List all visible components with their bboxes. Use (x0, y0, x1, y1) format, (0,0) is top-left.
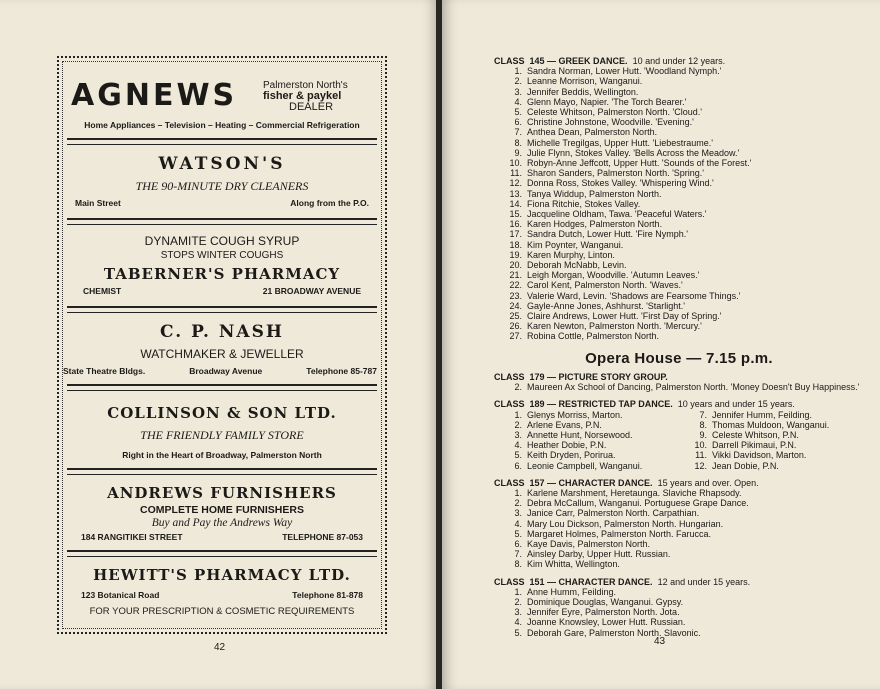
entry-number: 19. (509, 249, 522, 260)
list-item (494, 519, 864, 529)
entry-number: 14. (509, 198, 522, 209)
entry-number: 7. (699, 409, 707, 420)
list-item (494, 382, 864, 392)
entry-number: 16. (509, 219, 522, 230)
entry-number: 7. (514, 549, 522, 560)
list-item (494, 539, 864, 549)
list-item (494, 420, 679, 430)
entry-text: Dominique Douglas, Wanganui. Gypsy. (527, 596, 684, 607)
taberners-name: TABERNER'S PHARMACY (103, 265, 341, 283)
class-179-header (494, 372, 864, 382)
entry-number: 5. (514, 450, 522, 461)
list-item (494, 199, 864, 209)
agnews-name: AGNEWS (71, 78, 238, 113)
class-label: CLASS (494, 371, 525, 382)
list-item (679, 430, 864, 440)
class-189-list (494, 410, 864, 471)
entry-text: Valerie Ward, Levin. 'Shadows are Fearsome Things.' (527, 290, 741, 301)
entry-number: 3. (514, 86, 522, 97)
entry-number: 2. (514, 382, 522, 393)
entry-number: 7. (514, 127, 522, 138)
entry-text: Robina Cottle, Palmerston North. (527, 331, 660, 342)
entry-text: Glenys Morriss, Marton. (527, 409, 623, 420)
entry-number: 4. (514, 617, 522, 628)
ad-nash (67, 322, 377, 361)
entry-text: Leanne Morrison, Wanganui. (527, 76, 643, 87)
entry-text: Donna Ross, Stokes Valley. 'Whispering Wind.' (527, 178, 714, 189)
entry-number: 5. (514, 528, 522, 539)
entry-number: 1. (514, 487, 522, 498)
nash-tagline: WATCHMAKER & JEWELLER (140, 347, 304, 361)
nash-right: Telephone 85-787 (306, 366, 377, 376)
class-157-header (494, 478, 864, 488)
entry-number: 17. (509, 229, 522, 240)
entry-number: 3. (514, 508, 522, 519)
list-item (494, 311, 864, 321)
list-item (494, 168, 864, 178)
entry-number: 6. (514, 538, 522, 549)
list-item (494, 488, 864, 498)
list-item (494, 461, 679, 471)
list-item (494, 178, 864, 188)
right-page (442, 0, 880, 689)
entry-text: Robyn-Anne Jeffcott, Upper Hutt. 'Sounds of the Forest.' (527, 158, 752, 169)
divider (67, 550, 377, 557)
entry-number: 3. (514, 607, 522, 618)
list-item (494, 607, 864, 617)
list-item (494, 410, 679, 420)
entry-text: Karen Murphy, Linton. (527, 249, 615, 260)
class-179-list (494, 382, 864, 392)
list-item (494, 127, 864, 137)
class-151-list (494, 587, 864, 638)
entry-text: Gayle-Anne Jones, Ashhurst. 'Starlight.' (527, 300, 686, 311)
entry-text: Debra McCallum, Wanganui. Portuguese Grape Dance. (527, 498, 749, 509)
entry-number: 3. (514, 429, 522, 440)
list-item (494, 158, 864, 168)
list-item (494, 66, 864, 76)
entry-number: 23. (509, 290, 522, 301)
agnews-dealer-block (263, 80, 383, 113)
taberners-line1: DYNAMITE COUGH SYRUP (144, 234, 300, 248)
entry-number: 10. (694, 440, 707, 451)
nash-name: C. P. NASH (160, 322, 284, 342)
list-item (494, 189, 864, 199)
class-145-list (494, 66, 864, 341)
entry-text: Jennifer Humm, Feilding. (712, 409, 813, 420)
entry-text: Janice Carr, Palmerston North. Carpathian. (527, 508, 700, 519)
class-189-header (494, 399, 864, 409)
entry-number: 4. (514, 440, 522, 451)
entry-text: Annette Hunt, Norsewood. (527, 429, 633, 440)
entry-text: Jacqueline Oldham, Tawa. 'Peaceful Waters.' (527, 209, 707, 220)
entry-number: 4. (514, 518, 522, 529)
entry-text: Karlene Marshment, Heretaunga. Slaviche Rhapsody. (527, 487, 742, 498)
entry-text: Jennifer Beddis, Wellington. (527, 86, 639, 97)
class-label: CLASS (494, 56, 525, 66)
entry-text: Kaye Davis, Palmerston North. (527, 538, 651, 549)
entry-number: 2. (514, 419, 522, 430)
opera-house-heading: Opera House — 7.15 p.m. (585, 349, 773, 367)
agnews-line1: Palmerston North's (263, 80, 348, 91)
list-item (494, 301, 864, 311)
entry-text: Vikki Davidson, Marton. (712, 450, 807, 461)
entry-number: 22. (509, 280, 522, 291)
hewitts-name: HEWITT'S PHARMACY LTD. (93, 566, 351, 584)
class-label: CLASS (494, 477, 525, 488)
list-item (494, 97, 864, 107)
watsons-left: Main Street (75, 198, 121, 208)
entry-text: Ainsley Darby, Upper Hutt. Russian. (527, 549, 671, 560)
entry-number: 13. (509, 188, 522, 199)
list-item (494, 498, 864, 508)
entry-text: Celeste Whitson, P.N. (712, 429, 799, 440)
list-item (494, 209, 864, 219)
list-item (494, 529, 864, 539)
class-label: CLASS (494, 576, 525, 587)
class-desc: 10 years and under 15 years. (677, 399, 795, 410)
nash-left: State Theatre Bldgs. (63, 366, 146, 376)
class-code: 179 — PICTURE STORY GROUP. (529, 371, 668, 382)
entry-number: 2. (514, 76, 522, 87)
entry-number: 9. (699, 429, 707, 440)
entry-text: Keith Dryden, Porirua. (527, 450, 616, 461)
collinson-name: COLLINSON & SON LTD. (107, 404, 337, 422)
entry-text: Julie Flynn, Stokes Valley. 'Bells Across the Meadow.' (527, 147, 740, 158)
entry-number: 1. (514, 409, 522, 420)
class-157-list (494, 488, 864, 570)
entry-number: 18. (509, 239, 522, 250)
entry-text: Jean Dobie, P.N. (712, 460, 779, 471)
entry-text: Leigh Morgan, Woodville. 'Autumn Leaves.' (527, 270, 700, 281)
list-item (494, 87, 864, 97)
entry-number: 5. (514, 627, 522, 638)
ad-agnews (67, 64, 377, 134)
ad-watsons (67, 154, 377, 194)
entry-number: 9. (514, 147, 522, 158)
entry-text: Jennifer Eyre, Palmerston North. Jota. (527, 607, 680, 618)
entry-text: Joanne Knowsley, Lower Hutt. Russian. (527, 617, 686, 628)
list-item (494, 628, 864, 638)
hewitts-right: Telephone 81-878 (292, 590, 363, 600)
entry-text: Arlene Evans, P.N. (527, 419, 602, 430)
entry-number: 1. (514, 66, 522, 77)
class-label: CLASS (494, 399, 525, 410)
hewitts-left: 123 Botanical Road (81, 590, 160, 600)
list-item (494, 260, 864, 270)
entry-number: 20. (509, 260, 522, 271)
list-item (679, 450, 864, 460)
entry-number: 6. (514, 460, 522, 471)
entry-text: Anne Humm, Feilding. (527, 586, 617, 597)
andrews-right: TELEPHONE 87-053 (282, 532, 363, 542)
entry-text: Deborah Gare, Palmerston North. Slavonic. (527, 627, 701, 638)
class-code: 151 — CHARACTER DANCE. (529, 576, 653, 587)
entry-text: Karen Newton, Palmerston North. 'Mercury.' (527, 321, 702, 332)
watsons-name: WATSON'S (158, 154, 286, 174)
agnews-line3: DEALER (289, 101, 334, 113)
andrews-slogan: Buy and Pay the Andrews Way (151, 517, 293, 529)
entry-number: 2. (514, 498, 522, 509)
entry-number: 21. (509, 270, 522, 281)
class-189-column-1 (494, 410, 679, 471)
list-item (494, 138, 864, 148)
taberners-left: CHEMIST (83, 286, 122, 296)
andrews-left: 184 RANGITIKEI STREET (81, 532, 183, 542)
entry-text: Carol Kent, Palmerston North. 'Waves.' (527, 280, 683, 291)
nash-address-row (63, 366, 377, 376)
entry-number: 4. (514, 96, 522, 107)
entry-text: Thomas Muldoon, Wanganui. (712, 419, 830, 430)
list-item (494, 250, 864, 260)
list-item (679, 461, 864, 471)
hewitts-line: FOR YOUR PRESCRIPTION & COSMETIC REQUIREMENTS (89, 606, 355, 617)
divider (67, 384, 377, 391)
entry-text: Claire Andrews, Lower Hutt. 'First Day of Spring.' (527, 311, 722, 322)
list-item (494, 440, 679, 450)
entry-number: 26. (509, 321, 522, 332)
class-code: 189 — RESTRICTED TAP DANCE. (529, 399, 673, 410)
collinson-line: Right in the Heart of Broadway, Palmerston North (122, 450, 322, 460)
ad-andrews (67, 484, 377, 529)
list-item (679, 410, 864, 420)
entry-number: 11. (510, 168, 522, 179)
list-item (494, 549, 864, 559)
entry-text: Kim Whitta, Wellington. (527, 559, 620, 570)
entry-number: 11. (695, 450, 707, 461)
entry-number: 2. (514, 596, 522, 607)
entry-text: Leonie Campbell, Wanganui. (527, 460, 643, 471)
class-desc: 12 and under 15 years. (657, 576, 751, 587)
entry-text: Sandra Norman, Lower Hutt. 'Woodland Nymph.' (527, 66, 722, 77)
entry-text: Anthea Dean, Palmerston North. (527, 127, 658, 138)
list-item (494, 107, 864, 117)
taberners-right: 21 BROADWAY AVENUE (262, 286, 361, 296)
results-column (494, 52, 864, 638)
entry-number: 12. (509, 178, 522, 189)
entry-text: Karen Hodges, Palmerston North. (527, 219, 663, 230)
entry-number: 8. (514, 137, 522, 148)
class-desc: 10 and under 12 years. (632, 56, 726, 66)
entry-number: 15. (509, 209, 522, 220)
entry-text: Margaret Holmes, Palmerston North. Farucca. (527, 528, 712, 539)
entry-number: 1. (514, 586, 522, 597)
entry-text: Kim Poynter, Wanganui. (527, 239, 624, 250)
page-number-right: 43 (654, 636, 666, 647)
list-item (494, 219, 864, 229)
list-item (494, 430, 679, 440)
list-item (494, 291, 864, 301)
nash-middle: Broadway Avenue (189, 366, 263, 376)
entry-text: Maureen Ax School of Dancing, Palmerston North. 'Money Doesn't Buy Happiness.' (527, 382, 860, 393)
list-item (494, 240, 864, 250)
entry-text: Sandra Dutch, Lower Hutt. 'Fire Nymph.' (527, 229, 688, 240)
list-item (679, 420, 864, 430)
entry-text: Deborah McNabb, Levin. (527, 260, 627, 271)
agnews-tagline: Home Appliances – Television – Heating – Commercial Refrigeration (84, 120, 360, 130)
entry-text: Michelle Tregilgas, Upper Hutt. 'Liebestraume.' (527, 137, 714, 148)
entry-number: 27. (509, 331, 522, 342)
list-item (494, 76, 864, 86)
ad-taberners (67, 234, 377, 283)
entry-number: 12. (694, 460, 707, 471)
entry-text: Glenn Mayo, Napier. 'The Torch Bearer.' (527, 96, 687, 107)
divider (67, 306, 377, 313)
watsons-right: Along from the P.O. (290, 198, 369, 208)
divider (67, 218, 377, 225)
list-item (494, 321, 864, 331)
andrews-tagline: COMPLETE HOME FURNISHERS (140, 504, 304, 516)
list-item (494, 148, 864, 158)
entry-number: 8. (699, 419, 707, 430)
entry-text: Heather Dobie, P.N. (527, 440, 607, 451)
list-item (494, 559, 864, 569)
divider (67, 138, 377, 145)
list-item (494, 229, 864, 239)
entry-number: 25. (509, 311, 522, 322)
watsons-tagline: THE 90-MINUTE DRY CLEANERS (135, 179, 309, 193)
class-code: 157 — CHARACTER DANCE. (529, 477, 653, 488)
watsons-address-row (75, 198, 369, 208)
entry-text: Sharon Sanders, Palmerston North. 'Spring.' (527, 168, 705, 179)
advertisement-panel (57, 56, 387, 634)
taberners-line2: STOPS WINTER COUGHS (160, 250, 284, 261)
list-item (494, 331, 864, 341)
class-151-header (494, 577, 864, 587)
entry-text: Fiona Ritchie, Stokes Valley. (527, 198, 641, 209)
entry-number: 6. (514, 117, 522, 128)
entry-text: Christine Johnstone, Woodville. 'Evening.' (527, 117, 694, 128)
class-189-column-2 (679, 410, 864, 471)
left-page (0, 0, 438, 689)
list-item (494, 117, 864, 127)
entry-number: 8. (514, 559, 522, 570)
entry-text: Tanya Widdup, Palmerston North. (527, 188, 662, 199)
list-item (494, 597, 864, 607)
entry-number: 24. (509, 300, 522, 311)
page-number-left: 42 (214, 642, 226, 653)
entry-text: Darrell Pikimaui, P.N. (712, 440, 797, 451)
entry-number: 10. (509, 158, 522, 169)
divider (67, 468, 377, 475)
taberners-address-row (83, 286, 361, 296)
list-item (679, 440, 864, 450)
entry-text: Celeste Whitson, Palmerston North. 'Cloud.' (527, 107, 703, 118)
andrews-name: ANDREWS FURNISHERS (107, 484, 337, 502)
ad-collinson (67, 404, 377, 460)
ad-hewitts (67, 566, 377, 584)
entry-number: 5. (514, 107, 522, 118)
andrews-address-row (81, 532, 363, 542)
hewitts-address-row (81, 590, 363, 600)
entry-text: Mary Lou Dickson, Palmerston North. Hungarian. (527, 518, 724, 529)
class-desc: 15 years and over. Open. (657, 477, 759, 488)
list-item (494, 450, 679, 460)
list-item (494, 270, 864, 280)
list-item (494, 508, 864, 518)
agnews-line2: fisher & paykel (263, 90, 342, 102)
class-145-header (494, 56, 864, 66)
list-item (494, 587, 864, 597)
list-item (494, 617, 864, 627)
collinson-tagline: THE FRIENDLY FAMILY STORE (140, 428, 304, 442)
class-code: 145 — GREEK DANCE. (529, 56, 628, 66)
list-item (494, 280, 864, 290)
